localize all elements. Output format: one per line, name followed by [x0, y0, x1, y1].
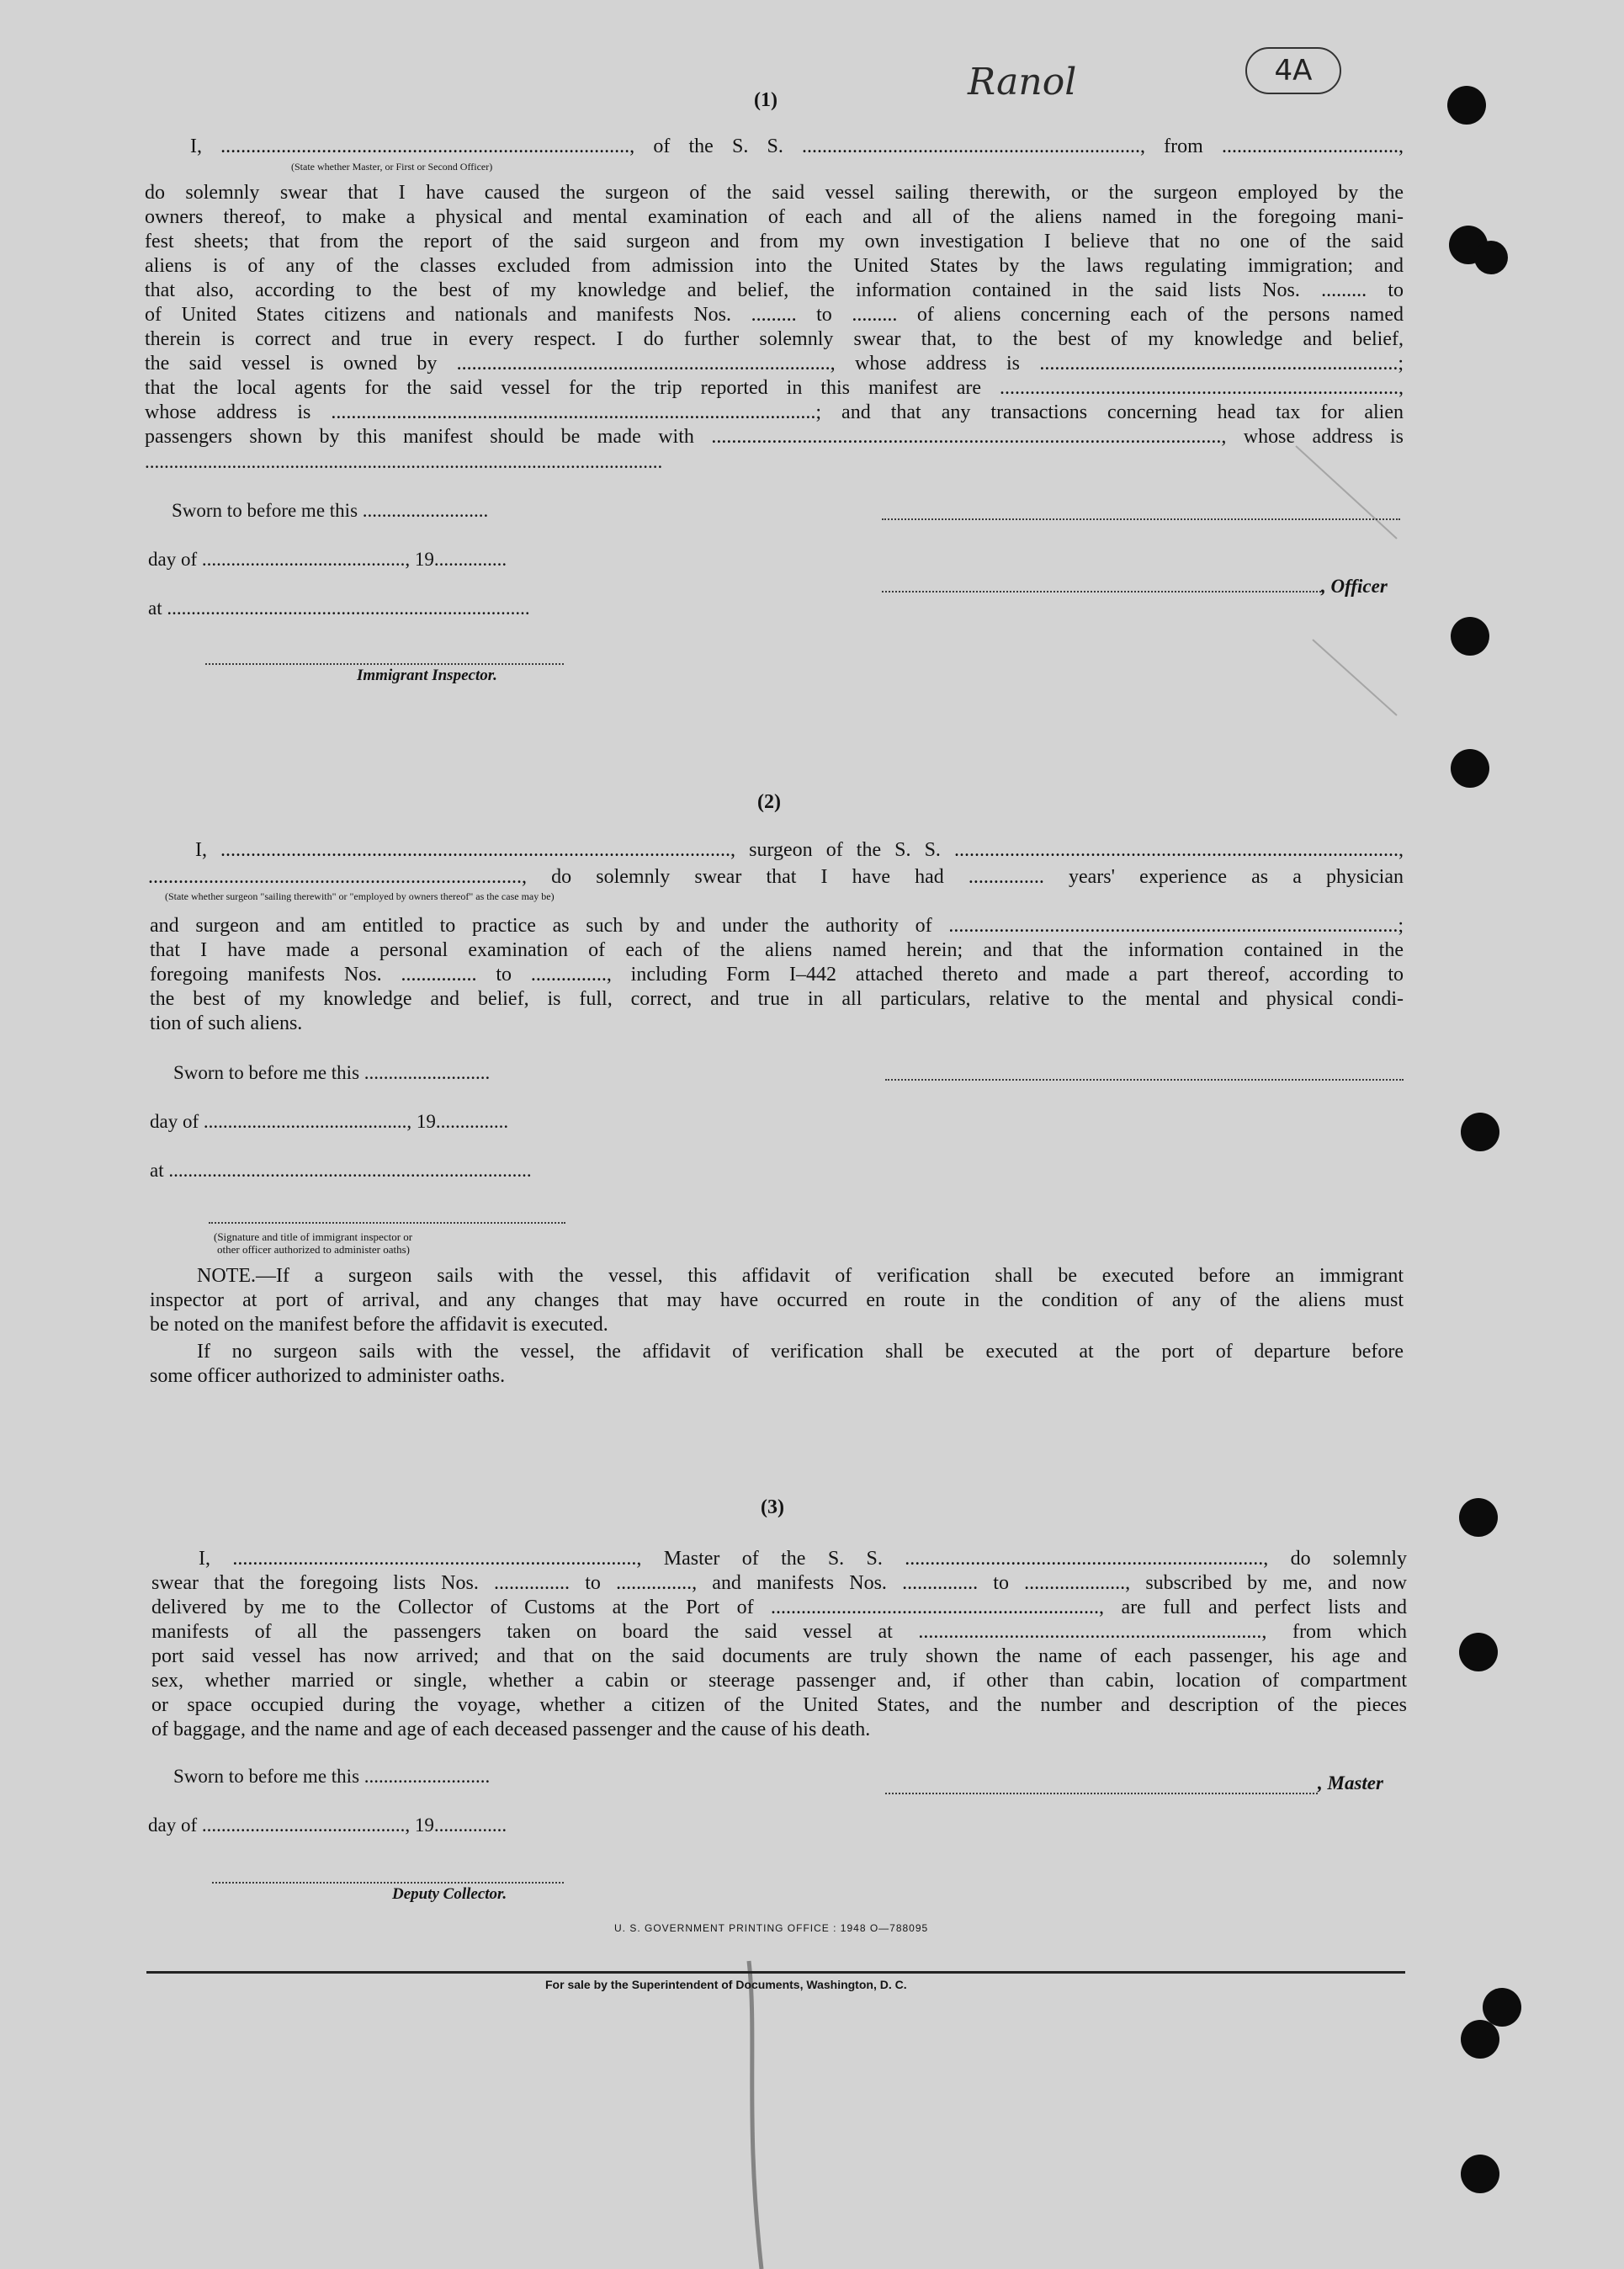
folio-number: 4A — [1245, 47, 1341, 94]
section-2-opening-line: I, ....................................................................................................., surgeon of the S. S. ........................................................................................, — [195, 839, 1404, 861]
section-2-signer-caption-2: other officer authorized to administer oaths) — [217, 1243, 410, 1256]
section-2-note-line: NOTE.—If a surgeon sails with the vessel, this affidavit of verification shall be executed before an immigrant — [197, 1265, 1404, 1287]
section-2-body-line: foregoing manifests Nos. ............... to ..............., including Form I–442 attached thereto and made a part thereof, according to — [150, 964, 1404, 986]
section-1-body-line: aliens is of any of the classes excluded from admission into the United States by the laws regulating immigration; and — [145, 255, 1404, 277]
section-3-master-caption: , Master — [1318, 1772, 1383, 1793]
section-1-officer-signature-line — [882, 591, 1321, 592]
section-3-master-signature-line — [885, 1793, 1318, 1794]
punch-hole — [1461, 2155, 1499, 2193]
section-1-body-line: therein is correct and true in every respect. I do further solemnly swear that, to the best of my knowledge and belief, — [145, 328, 1404, 350]
section-3-opening-line: I, ................................................................................, Master of the S. S. ......................................................................., do solemnly — [199, 1548, 1407, 1570]
section-3-collector-caption: Deputy Collector. — [392, 1885, 507, 1903]
section-3-number: (3) — [761, 1496, 784, 1518]
punch-hole — [1451, 749, 1489, 788]
section-1-inspector-signature-line — [205, 663, 564, 665]
section-1-body-line: that the local agents for the said vessel for the trip reported in this manifest are ..............................................................................., — [145, 377, 1404, 399]
section-1-body-line: whose address is ................................................................................................; and that any transactions concerning head tax for alien — [145, 401, 1404, 423]
section-3-body-last-line: of baggage, and the name and age of each deceased passenger and the cause of his death. — [151, 1719, 871, 1740]
section-3-day-line: day of .........................................., 19............... — [148, 1815, 507, 1836]
section-3-body-line: or space occupied during the voyage, whether a citizen of the United States, and the number and description of the pieces — [151, 1694, 1407, 1716]
section-2-body-line: the best of my knowledge and belief, is full, correct, and true in all particulars, relative to the mental and physical condi- — [150, 988, 1404, 1010]
section-1-officer-caption: , Officer — [1321, 576, 1388, 597]
section-2-note-line: be noted on the manifest before the affidavit is executed. — [150, 1314, 608, 1336]
punch-hole — [1474, 241, 1508, 274]
section-3-body-line: swear that the foregoing lists Nos. ............... to ..............., and manifests Nos. ............... to ...................., subscribed by me, and now — [151, 1572, 1407, 1594]
section-1-at-line: at ........................................................................... — [148, 598, 530, 619]
section-2-at-line: at ........................................................................... — [150, 1160, 532, 1181]
section-2-note-line: inspector at port of arrival, and any changes that may have occurred en route in the condition of any of the aliens must — [150, 1289, 1404, 1311]
section-3-collector-signature-line — [212, 1882, 564, 1884]
section-3-body-line: delivered by me to the Collector of Customs at the Port of ................................................................., are full and perfect lists and — [151, 1597, 1407, 1618]
section-1-opening-line: I, ................................................................................., of the S. S. ..................................................................., from ..................................., — [190, 136, 1404, 157]
section-2-surgeon-note: (State whether surgeon "sailing therewith" or "employed by owners thereof" as the case may be) — [165, 890, 555, 902]
section-2-second-line: .........................................................................., do solemnly swear that I have had ............... years' experience as a physician — [148, 866, 1404, 888]
footer-rule — [146, 1971, 1405, 1974]
section-3-body-line: sex, whether married or single, whether a cabin or steerage passenger and, if other than cabin, location of compartment — [151, 1670, 1407, 1692]
punch-hole — [1451, 617, 1489, 656]
section-2-inspector-signature-line — [209, 1222, 565, 1224]
section-2-note-line: some officer authorized to administer oaths. — [150, 1365, 506, 1387]
section-3-body-line: port said vessel has now arrived; and that on the said documents are truly shown the name of each passenger, his age and — [151, 1645, 1407, 1667]
section-1-body-line: do solemnly swear that I have caused the surgeon of the said vessel sailing therewith, or the surgeon employed by the — [145, 182, 1404, 204]
section-2-note-line: If no surgeon sails with the vessel, the affidavit of verification shall be executed at the port of departure before — [197, 1341, 1404, 1363]
section-3-body-line: manifests of all the passengers taken on board the said vessel at ...................................................................., from which — [151, 1621, 1407, 1643]
punch-hole — [1459, 1633, 1498, 1671]
punch-hole — [1447, 86, 1486, 125]
section-2-witness-signature-line — [885, 1079, 1404, 1081]
section-1-number: (1) — [754, 89, 778, 111]
sale-notice: For sale by the Superintendent of Documents, Washington, D. C. — [545, 1978, 907, 1991]
section-2-sworn-line: Sworn to before me this .......................... — [173, 1062, 491, 1083]
section-2-body-line: and surgeon and am entitled to practice as such by and under the authority of .........................................................................................; — [150, 915, 1404, 937]
section-3-sworn-line: Sworn to before me this .......................... — [173, 1766, 491, 1787]
section-2-day-line: day of .........................................., 19............... — [150, 1111, 509, 1132]
printing-office-imprint: U. S. GOVERNMENT PRINTING OFFICE : 1948 O—788095 — [614, 1922, 929, 1934]
section-1-day-line: day of .........................................., 19............... — [148, 549, 507, 570]
section-2-signer-caption-1: (Signature and title of immigrant inspector or — [214, 1230, 413, 1243]
punch-hole — [1461, 1113, 1499, 1151]
handwritten-name: Ranol — [968, 61, 1077, 104]
punch-hole — [1461, 2020, 1499, 2059]
section-1-body-line: passengers shown by this manifest should be made with ....................................................................................................., whose address is — [145, 426, 1404, 448]
section-1-body-line: that also, according to the best of my knowledge and belief, the information contained in the said lists Nos. ......... to — [145, 279, 1404, 301]
section-2-body-last-line: tion of such aliens. — [150, 1012, 303, 1034]
section-1-body-line: owners thereof, to make a physical and mental examination of each and all of the aliens named in the foregoing mani- — [145, 206, 1404, 228]
section-2-body-line: that I have made a personal examination of each of the aliens named herein; and that the information contained in the — [150, 939, 1404, 961]
section-1-body-line: of United States citizens and nationals and manifests Nos. ......... to ......... of aliens concerning each of the persons named — [145, 304, 1404, 326]
section-1-inspector-caption: Immigrant Inspector. — [357, 667, 497, 684]
section-1-officer-note: (State whether Master, or First or Second Officer) — [291, 161, 493, 173]
section-1-body-line: the said vessel is owned by .........................................................................., whose address is .......................................................................; — [145, 353, 1404, 375]
punch-hole — [1459, 1498, 1498, 1537]
section-1-address-line: ........................................................................................................... — [145, 451, 663, 472]
section-1-body-line: fest sheets; that from the report of the said surgeon and from my own investigation I believe that no one of the said — [145, 231, 1404, 252]
punch-hole — [1483, 1988, 1521, 2027]
section-1-witness-signature-line — [882, 518, 1400, 520]
section-2-number: (2) — [757, 791, 781, 813]
section-1-sworn-line: Sworn to before me this .......................... — [172, 500, 489, 521]
